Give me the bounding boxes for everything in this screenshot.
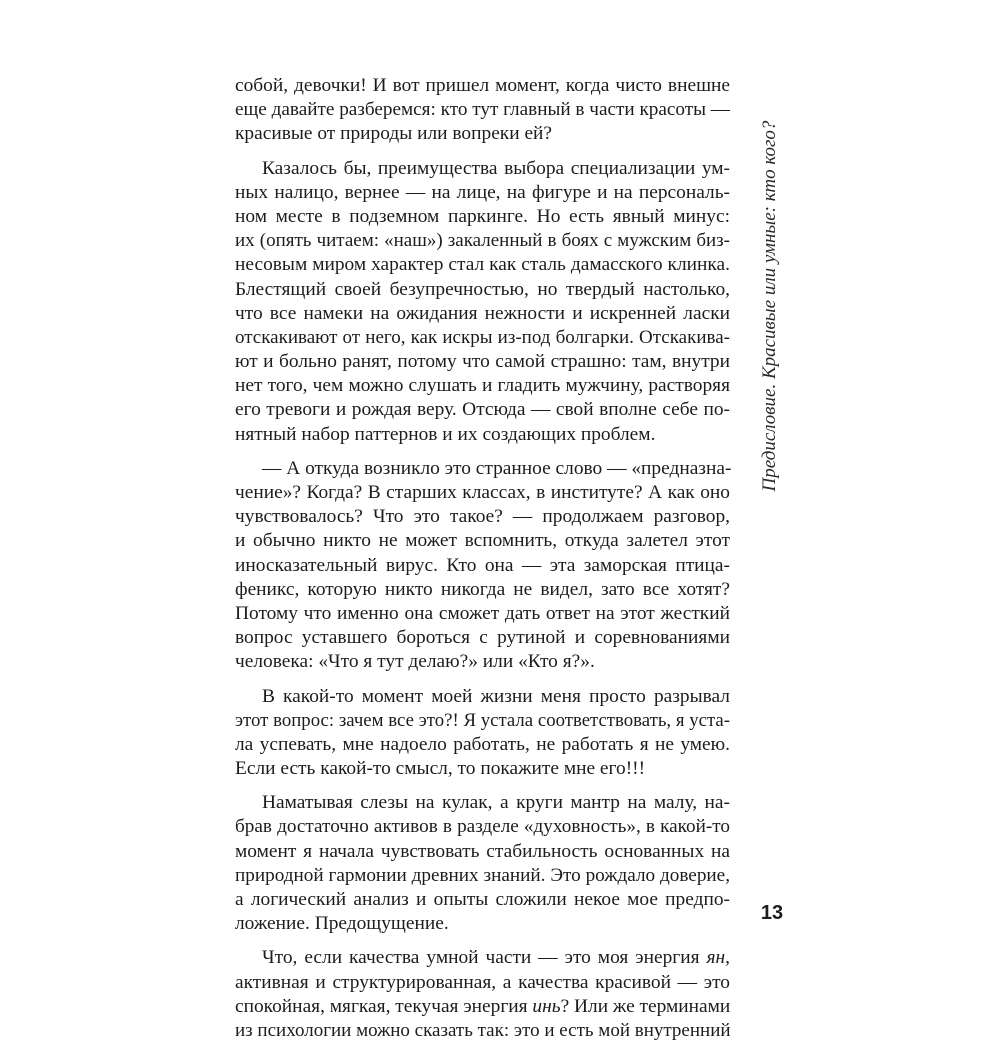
text-line: — А откуда возникло это странное слово — «предназна- xyxy=(262,457,732,479)
text-line: природной гармонии древних знаний. Это рождало доверие, xyxy=(235,864,730,886)
text-line: нятный набор паттернов и их создающих проблем. xyxy=(235,423,656,445)
page-number: 13 xyxy=(760,902,784,924)
text-line: нет того, чем можно слушать и гладить мужчину, растворяя xyxy=(235,375,730,397)
text-line: Если есть какой-то смысл, то покажите мне его!!! xyxy=(235,758,646,780)
text-line: из психологии можно сказать так: это и есть мой внутренний xyxy=(235,1019,731,1041)
text-line: и обычно никто не может вспомнить, откуда залетел этот xyxy=(235,530,730,552)
text-line: чение»? Когда? В старших классах, в институте? А как оно xyxy=(235,482,730,503)
text-line: а логический анализ и опыты сложили некое мое предпо- xyxy=(235,889,730,910)
text-line: чувствовалось? Что это такое? — продолжаем разговор, xyxy=(235,506,730,528)
text-line: ла успевать, мне надоело работать, не работать я не умею. xyxy=(235,733,730,755)
running-head-text: Предисловие. Красивые или умные: кто кого? xyxy=(759,120,780,492)
paragraph-5 xyxy=(235,791,730,936)
body-text xyxy=(235,74,730,1043)
text-line: отскакивают от него, как искры из-под болгарки. Отскакива- xyxy=(235,326,730,348)
paragraph-1 xyxy=(235,74,730,147)
text-line: спокойная, мягкая, текучая энергия инь? Или же терминами xyxy=(235,995,731,1017)
text-line: вопрос уставшего бороться с рутиной и соревнованиями xyxy=(235,627,730,649)
text-line: человека: «Что я тут делаю?» или «Кто я?». xyxy=(235,651,595,673)
text-line: ложение. Предощущение. xyxy=(235,913,449,935)
text-line: иносказательный вирус. Кто она — эта заморская птица- xyxy=(235,554,730,576)
paragraph-6 xyxy=(235,946,730,1043)
text-line: красивые от природы или вопреки ей? xyxy=(235,123,553,145)
text-line: ном месте в подземном паркинге. Но есть явный минус: xyxy=(235,205,730,227)
text-line: активная и структурированная, а качества красивой — это xyxy=(235,971,730,993)
text-line: Наматывая слезы на кулак, а круги мантр на малу, на- xyxy=(262,792,730,814)
text-line: собой, девочки! И вот пришел момент, когда чисто внешне xyxy=(235,75,730,96)
paragraph-4 xyxy=(235,685,730,782)
text-line: брав достаточно активов в разделе «духовность», в какой-то xyxy=(235,816,730,838)
text-line: Что, если качества умной части — это моя энергия ян, xyxy=(262,947,730,969)
running-head xyxy=(756,76,784,536)
text-line: Казалось бы, преимущества выбора специализации ум- xyxy=(262,157,730,179)
text-line: Потому что именно она сможет дать ответ на этот жесткий xyxy=(235,602,730,624)
text-line: ют и больно ранят, потому что самой страшно: там, внутри xyxy=(235,351,730,373)
paragraph-2 xyxy=(235,157,730,447)
text-line: их (опять читаем: «наш») закаленный в боях с мужским биз- xyxy=(235,230,730,252)
text-line: Блестящий своей безупречностью, но твердый настолько, xyxy=(235,278,730,300)
text-line: момент я начала чувствовать стабильность основанных на xyxy=(235,840,730,862)
text-line: ных налицо, вернее — на лице, на фигуре и на персональ- xyxy=(235,181,730,203)
text-line: несовым миром характер стал как сталь дамасского клинка. xyxy=(235,254,730,276)
text-line: что все намеки на ожидания нежности и искренней ласки xyxy=(235,302,730,324)
text-line: еще давайте разберемся: кто тут главный в части красоты — xyxy=(235,99,730,121)
text-line: этот вопрос: зачем все это?! Я устала соответствовать, я уста- xyxy=(235,709,730,731)
paragraph-3 xyxy=(235,457,730,675)
text-line: феникс, которую никто никогда не видел, зато все хотят? xyxy=(235,578,730,600)
text-line: его тревоги и рождая веру. Отсюда — свой вполне себе по- xyxy=(235,399,730,421)
text-line: В какой-то момент моей жизни меня просто разрывал xyxy=(262,685,730,707)
